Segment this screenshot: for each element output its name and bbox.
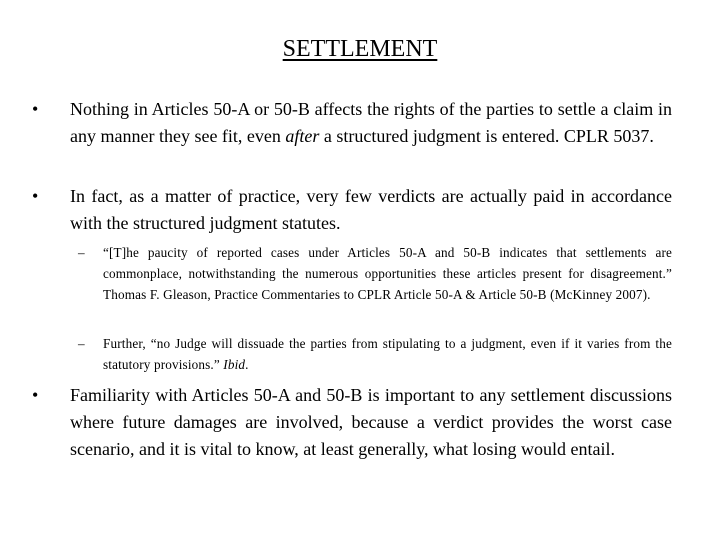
bullet-marker: • (32, 99, 39, 119)
bullet-marker: • (32, 385, 39, 405)
subbullet-text (103, 333, 672, 375)
page-title: SETTLEMENT (282, 36, 438, 62)
subbullet-text-emphasis: Ibid (223, 357, 246, 372)
bullet-marker: • (32, 186, 39, 206)
bullet-item-practice (30, 183, 672, 237)
bullet-text: Familiarity with Articles 50-A and 50-B is important to any settlement discussions where future damages are involved, because a verdict provides the worst case scenario, and it is vital to know, at least generally, what losing would entail. (70, 385, 672, 459)
bullet-text-part: a structured judgment is entered. CPLR 5037. (319, 126, 654, 146)
bullet-item-familiarity (30, 382, 672, 463)
bullet-text-part: Nothing in Articles 50-A or 50-B affects the rights of the parties to settle a claim in any manner they see fit, even (70, 99, 672, 146)
bullet-item-settle-rights (30, 96, 672, 150)
bullet-text-emphasis: after (285, 126, 320, 146)
subbullet-text-part: . (245, 357, 249, 372)
bullet-text: In fact, as a matter of practice, very few verdicts are actually paid in accordance with the structured judgment statutes. (70, 186, 672, 233)
subbullet-marker: – (78, 245, 85, 260)
subbullet-text-part: Further, “no Judge will dissuade the parties from stipulating to a judgment, even if it varies from the statutory provisions.” (103, 336, 672, 372)
subbullet-item-ibid (78, 333, 672, 375)
bullet-text (70, 96, 672, 150)
subbullet-marker: – (78, 336, 85, 351)
subbullet-text: “[T]he paucity of reported cases under Articles 50-A and 50-B indicates that settlements are commonplace, notwithstanding the numerous opportunities these articles present for disagreement.” Thomas F. Gleason, Practice Commentaries to CPLR Article 50-A & Article 50-B (McKinney 2007). (103, 245, 672, 302)
subbullet-item-gleason (78, 242, 672, 305)
